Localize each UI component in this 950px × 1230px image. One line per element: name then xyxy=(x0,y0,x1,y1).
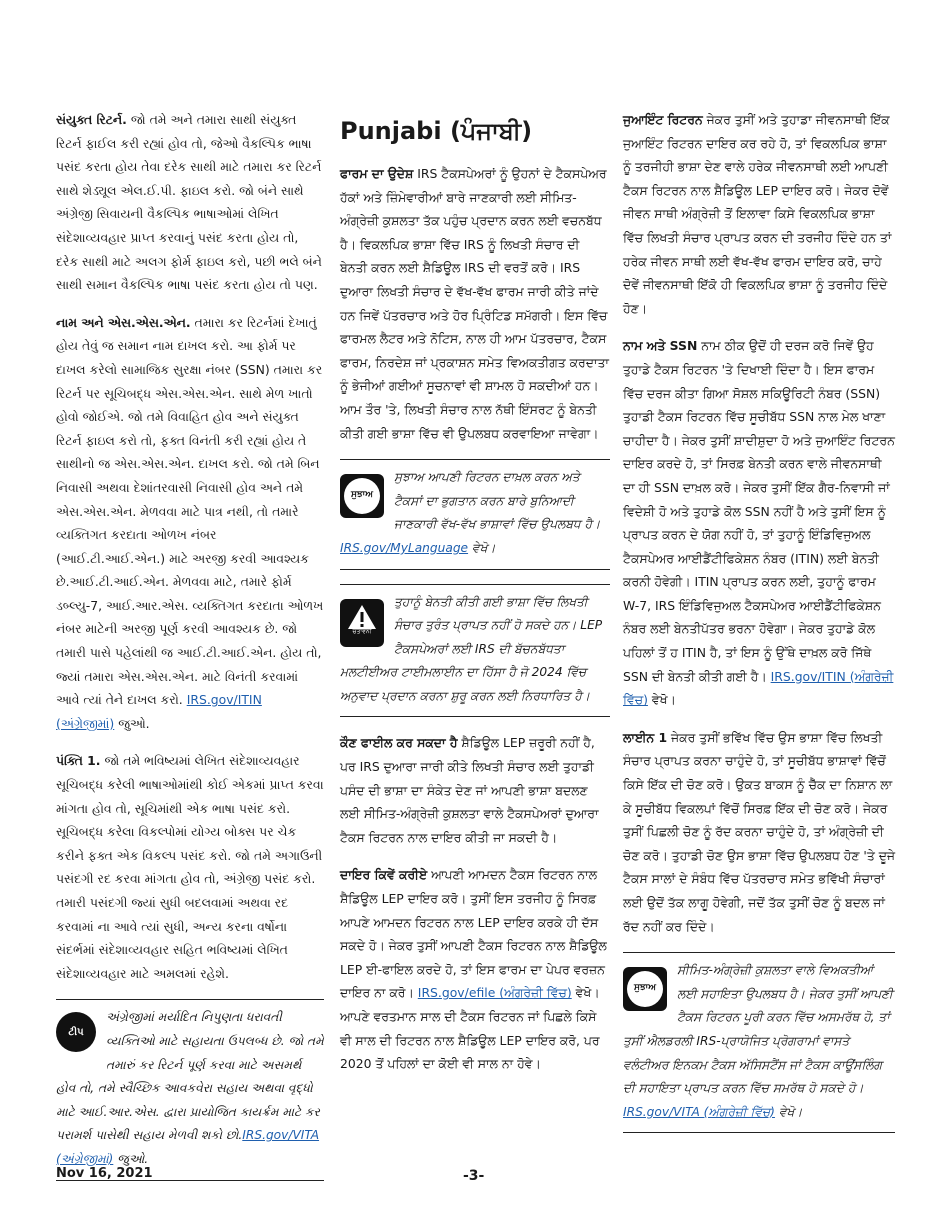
how-to-file-text: ਆਪਣੀ ਆਮਦਨ ਟੈਕਸ ਰਿਟਰਨ ਨਾਲ ਸ਼ੈਡਿਊਲ LEP ਦਾਇਰ ਕਰੋ। ਤੁਸੀਂ ਇਸ ਤਰਜੀਹ ਨੂੰ ਸਿਰਫ਼ ਆਪਣੇ ਆਮਦਨ ਰਿਟਰਨ ਨਾਲ LEP ਦਾਇਰ ਕਰਕੇ ਹੀ ਦੱਸ ਸਕਦੇ ਹੋ। ਜੇਕਰ ਤੁਸੀਂ ਆਪਣੀ ਟੈਕਸ ਰਿਟਰਨ ਨਾਲ ਸ਼ੈਡਿਊਲ LEP ਈ-ਫਾਇਲ ਕਰਦੇ ਹੋ, ਤਾਂ ਇਸ ਫਾਰਮ ਦਾ ਪੇਪਰ ਵਰਜ਼ਨ ਦਾਇਰ ਨਾ ਕਰੋ। xyxy=(340,867,607,1001)
purpose-paragraph xyxy=(340,162,610,445)
column-punjabi-1 xyxy=(340,108,610,1090)
page-number: -3- xyxy=(463,1168,485,1184)
tip-text: ਸੀਮਿਤ-ਅੰਗ੍ਰੇਜ਼ੀ ਕੁਸ਼ਲਤਾ ਵਾਲੇ ਵਿਅਕਤੀਆਂ ਲਈ ਸਹਾਇਤਾ ਉਪਲਬਧ ਹੈ। ਜੇਕਰ ਤੁਸੀਂ ਆਪਣੀ ਟੈਕਸ ਰਿਟਰਨ ਪੂਰੀ ਕਰਨ ਵਿੱਚ ਅਸਮਰੱਥ ਹੋ, ਤਾਂ ਤੁਸੀਂ ਐਲਡਰਲੀ IRS-ਪ੍ਰਾਯੋਜਿਤ ਪ੍ਰੋਗਰਾਮਾਂ ਵਾਸਤੇ ਵਲੰਟੀਅਰ ਇਨਕਮ ਟੈਕਸ ਅੱਸਿਸਟੈਂਸ ਜਾਂ ਟੈਕਸ ਕਾਊਂਸਲਿੰਗ ਦੀ ਸਹਾਇਤਾ ਪ੍ਰਾਪਤ ਕਰਨ ਵਿੱਚ ਸਮਰੱਥ ਹੋ ਸਕਦੇ ਹੋ। xyxy=(623,963,893,1096)
who-can-file-heading: ਕੌਣ ਫਾਈਲ ਕਰ ਸਕਦਾ ਹੈ xyxy=(340,735,458,751)
warning-icon-label: ਚੇਤਾਵਨੀ xyxy=(352,627,372,635)
tip-icon-label: ਸੁਝਾਅ xyxy=(627,971,663,1007)
name-ssn-heading: નામ અને એસ.એસ.એન. xyxy=(56,314,191,330)
line1-text: જો તમે ભવિષ્યમાં લેખિત સંદેશાવ્યવહાર સૂચિબદ્ધ કરેલી ભાષાઓમાંથી કોઈ એકમાં પ્રાપ્ત કરવા માંગતા હોવ તો, સૂચિમાંથી એક ભાષા પસંદ કરો. સૂચિબદ્ધ કરેલા વિકલ્પોમાં યોગ્ય બોક્સ પર ચેક કરીને ફક્ત એક વિકલ્પ પસંદ કરો. જો તમે અગાઉની પસંદગી રદ કરવા માંગતા હોવ તો, અંગ્રેજી પસંદ કરો. તમારી પસંદગી જ્યાં સુધી બદલવામાં અથવા રદ કરવામાં ના આવે ત્યાં સુધી, અન્ય કરના વર્ષોના સંદર્ભમાં સંદેશાવ્યવહાર સહિત ભવિષ્યમાં લેખિત સંદેશાવ્યવહાર માટે અમલમાં રહેશે. xyxy=(56,753,324,981)
line1-text: ਜੇਕਰ ਤੁਸੀਂ ਭਵਿੱਖ ਵਿੱਚ ਉਸ ਭਾਸ਼ਾ ਵਿੱਚ ਲਿਖਤੀ ਸੰਚਾਰ ਪ੍ਰਾਪਤ ਕਰਨਾ ਚਾਹੁੰਦੇ ਹੋ, ਤਾਂ ਸੂਚੀਬੱਧ ਭਾਸ਼ਾਵਾਂ ਵਿੱਚੋਂ ਕਿਸੇ ਇੱਕ ਦੀ ਚੋਣ ਕਰੋ। ਉਕਤ ਬਾਕਸ ਨੂੰ ਚੈੱਕ ਦਾ ਨਿਸ਼ਾਨ ਲਾ ਕੇ ਸੂਚੀਬੱਧ ਵਿਕਲਪਾਂ ਵਿੱਚੋਂ ਸਿਰਫ਼ ਇੱਕ ਦੀ ਚੋਣ ਕਰੋ। ਜੇਕਰ ਤੁਸੀਂ ਪਿਛਲੀ ਚੋਣ ਨੂੰ ਰੱਦ ਕਰਨਾ ਚਾਹੁੰਦੇ ਹੋ, ਤਾਂ ਅੰਗ੍ਰੇਜ਼ੀ ਦੀ ਚੋਣ ਕਰੋ। ਤੁਹਾਡੀ ਚੋਣ ਉਸ ਭਾਸ਼ਾ ਵਿੱਚ ਉਪਲਬਧ ਹੋਣ 'ਤੇ ਦੂਜੇ ਟੈਕਸ ਸਾਲਾਂ ਦੇ ਸੰਬੰਧ ਵਿੱਚ ਪੱਤਰਚਾਰ ਸਮੇਤ ਭਵਿੱਖੀ ਸੰਚਾਰਾਂ ਲਈ ਉਦੋਂ ਤੱਕ ਲਾਗੂ ਹੋਵੇਗੀ, ਜਦੋਂ ਤੱਕ ਤੁਸੀਂ ਚੋਣ ਨੂੰ ਬਦਲ ਜਾਂ ਰੱਦ ਨਹੀਂ ਕਰ ਦਿੰਦੇ। xyxy=(623,729,895,934)
joint-return-heading: ਜੁਆਇੰਟ ਰਿਟਰਨ xyxy=(623,112,703,127)
link-suffix: ਵੇਖੋ। xyxy=(774,1104,803,1119)
column-gujarati xyxy=(56,108,324,1195)
line1-heading: ਲਾਈਨ 1 xyxy=(623,729,668,745)
vita-link[interactable]: IRS.gov/VITA (અંગ્રેજીમાં) xyxy=(56,1128,320,1166)
efile-link[interactable]: IRS.gov/efile (ਅੰਗਰੇਜ਼ੀ ਵਿੱਚ) xyxy=(417,985,572,1001)
purpose-text: IRS ਟੈਕਸਪੇਅਰਾਂ ਨੂੰ ਉਹਨਾਂ ਦੇ ਟੈਕਸਪੇਅਰ ਹੱਕਾਂ ਅਤੇ ਜ਼ਿੰਮੇਵਾਰੀਆਂ ਬਾਰੇ ਜਾਣਕਾਰੀ ਲਈ ਸੀਮਿਤ-ਅੰਗ੍ਰੇਜ਼ੀ ਕੁਸ਼ਲਤਾ ਤੱਕ ਪਹੁੰਚ ਪ੍ਰਦਾਨ ਕਰਨ ਲਈ ਵਚਨਬੱਧ ਹੈ। ਵਿਕਲਪਿਕ ਭਾਸ਼ਾ ਵਿੱਚ IRS ਨੂੰ ਲਿਖਤੀ ਸੰਚਾਰ ਦੀ ਬੇਨਤੀ ਕਰਨ ਲਈ ਸ਼ੈਡਿਊਲ IRS ਦੀ ਵਰਤੋਂ ਕਰੋ। IRS ਦੁਆਰਾ ਲਿਖਤੀ ਸੰਚਾਰ ਦੇ ਵੱਖ-ਵੱਖ ਫਾਰਮ ਜਾਰੀ ਕੀਤੇ ਜਾਂਦੇ ਹਨ ਜਿਵੇਂ ਪੱਤਰਚਾਰ ਅਤੇ ਹੋਰ ਪ੍ਰਿੰਟਿਡ ਸਮੱਗਰੀ। ਇਸ ਵਿੱਚ ਫਾਰਮਲ ਲੈਟਰ ਅਤੇ ਨੋਟਿਸ, ਨਾਲ ਹੀ ਆਮ ਪੱਤਰਚਾਰ, ਟੈਕਸ ਫਾਰਮ, ਨਿਰਦੇਸ਼ ਜਾਂ ਪ੍ਰਕਾਸ਼ਨ ਸਮੇਤ ਵਿਅਕਤੀਗਤ ਕਰਦਾਤਾ ਨੂੰ ਭੇਜੀਆਂ ਗਈਆਂ ਸੂਚਨਾਵਾਂ ਵੀ ਸ਼ਾਮਲ ਹੋ ਸਕਦੀਆਂ ਹਨ। ਆਮ ਤੌਰ 'ਤੇ, ਲਿਖਤੀ ਸੰਚਾਰ ਨਾਲ ਨੱਥੀ ਇੰਸਰਟ ਨੂੰ ਬੇਨਤੀ ਕੀਤੀ ਗਈ ਭਾਸ਼ਾ ਵਿੱਚ ਵੀ ਉਪਲਬਧ ਕਰਵਾਇਆ ਜਾਵੇਗਾ। xyxy=(340,166,609,441)
name-ssn-paragraph xyxy=(56,311,324,736)
itin-link[interactable]: IRS.gov/ITIN (ਅੰਗਰੇਜ਼ੀ ਵਿੱਚ) xyxy=(623,668,894,708)
name-ssn-paragraph xyxy=(623,334,895,712)
joint-return-paragraph xyxy=(623,108,895,320)
footer-date: Nov 16, 2021 xyxy=(56,1166,153,1181)
how-to-file-heading: ਦਾਇਰ ਕਿਵੇਂ ਕਰੀਏ xyxy=(340,867,428,883)
tip-text: અંગ્રેજીમાં મર્યાદિત નિપુણતા ધરાવતી વ્યક્તિઓ માટે સહાયતા ઉપલબ્ધ છે. જો તમે તમારું કર રિટર્ન પૂર્ણ કરવા માટે અસમર્થ હોવ તો, તમે સ્વૈચ્છિક આવકવેરા સહાય અથવા વૃદ્ધો માટે આઈ.આર.એસ. દ્વારા પ્રાયોજિત કાયર્ક્રમ માટે કર પરામર્શ પાસેથી સહાય મેળવી શકો છો. xyxy=(56,1010,324,1143)
link-suffix: ਵੇਖੋ। xyxy=(647,692,676,708)
who-can-file-text: ਸ਼ੈਡਿਊਲ LEP ਜ਼ਰੂਰੀ ਨਹੀਂ ਹੈ, ਪਰ IRS ਦੁਆਰਾ ਜਾਰੀ ਕੀਤੇ ਲਿਖਤੀ ਸੰਚਾਰ ਲਈ ਤੁਹਾਡੀ ਪਸੰਦ ਦੀ ਭਾਸ਼ਾ ਦਾ ਸੰਕੇਤ ਦੇਣ ਜਾਂ ਆਪਣੀ ਭਾਸ਼ਾ ਬਦਲਣ ਲਈ ਸੀਮਿਤ-ਅੰਗ੍ਰੇਜ਼ੀ ਕੁਸ਼ਲਤਾ ਵਾਲੇ ਟੈਕਸਪੇਅਰਾਂ ਦੁਆਰਾ ਟੈਕਸ ਰਿਟਰਨ ਨਾਲ ਦਾਇਰ ਕੀਤੀ ਜਾ ਸਕਦੀ ਹੈ। xyxy=(340,735,599,845)
link-suffix: જુઓ. xyxy=(114,715,150,731)
warning-icon xyxy=(340,599,384,647)
name-ssn-heading: ਨਾਮ ਅਤੇ SSN xyxy=(623,338,698,354)
caution-box xyxy=(340,584,610,718)
tip-text: ਸੁਝਾਅ ਆਪਣੀ ਰਿਟਰਨ ਦਾਖ਼ਲ ਕਰਨ ਅਤੇ ਟੈਕਸਾਂ ਦਾ ਭੁਗਤਾਨ ਕਰਨ ਬਾਰੇ ਬੁਨਿਆਦੀ ਜਾਣਕਾਰੀ ਵੱਖ-ਵੱਖ ਭਾਸ਼ਾਵਾਂ ਵਿੱਚ ਉਪਲਬਧ ਹੈ। xyxy=(394,470,601,532)
link-suffix: જુઓ. xyxy=(113,1151,149,1166)
tip-icon-label: ਸੁਝਾਅ xyxy=(344,478,380,514)
tip-box xyxy=(623,952,895,1133)
name-ssn-text: તમારા કર રિટર્નમાં દેખાતું હોય તેવું જ સમાન નામ દાખલ કરો. આ ફોર્મ પર દાખલ કરેલો સામાજિક સુરક્ષા નંબર (SSN) તમારા કર રિટર્ન પર સૂચિબદ્ધ એસ.એસ.એન. સાથે મેળ ખાતો હોવો જોઈએ. જો તમે વિવાહિત હોવ અને સંયુક્ત રિટર્ન ફાઇલ કરો તો, ફક્ત વિનંતી કરી રહ્યાં હોય તે સાથીનો જ એસ.એસ.એન. દાખલ કરો. જો તમે બિન નિવાસી અથવા દેશાંતરવાસી નિવાસી હોવ અને તમે એસ.એસ.એન. મેળવવા માટે પાત્ર નથી, તો તમારે વ્યક્તિગત કરદાતા ઓળખ નંબર (આઈ.ટી.આઈ.એન.) માટે અરજી કરવી આવશ્યક છે.આઈ.ટી.આઈ.એન. મેળવવા માટે, તમારે ફોર્મ ડબ્લ્યુ-7, આઈ.આર.એસ. વ્યક્તિગત કરદાતા ઓળખ નંબર માટેની અરજી પૂર્ણ કરવી આવશ્યક છે. જો તમારી પાસે પહેલાંથી જ આઈ.ટી.આઈ.એન. હોય તો, જ્યાં તમારા એસ.એસ.એન. માટે વિનંતી કરવામાં આવે ત્યાં તેને દાખલ કરો. xyxy=(56,314,324,708)
vita-link[interactable]: IRS.gov/VITA (ਅੰਗਰੇਜ਼ੀ ਵਿੱਚ) xyxy=(623,1104,775,1119)
tip-box xyxy=(340,459,610,569)
joint-return-heading: સંયુક્ત રિટર્ન. xyxy=(56,112,127,127)
who-can-file-paragraph xyxy=(340,731,610,849)
column-punjabi-2 xyxy=(623,108,895,1147)
how-to-file-paragraph xyxy=(340,863,610,1075)
mylanguage-link[interactable]: IRS.gov/MyLanguage xyxy=(340,540,469,555)
section-title: Punjabi (ਪੰਜਾਬੀ) xyxy=(340,117,533,145)
line1-paragraph xyxy=(56,749,324,985)
name-ssn-text: ਨਾਮ ਠੀਕ ਉਦੋਂ ਹੀ ਦਰਜ ਕਰੋ ਜਿਵੇਂ ਉਹ ਤੁਹਾਡੇ ਟੈਕਸ ਰਿਟਰਨ 'ਤੇ ਦਿਖਾਈ ਦਿੰਦਾ ਹੈ। ਇਸ ਫਾਰਮ ਵਿੱਚ ਦਰਜ ਕੀਤਾ ਗਿਆ ਸੋਸ਼ਲ ਸਕਿਊਰਿਟੀ ਨੰਬਰ (SSN) ਤੁਹਾਡੀ ਟੈਕਸ ਰਿਟਰਨ ਵਿੱਚ ਸੂਚੀਬੱਧ SSN ਨਾਲ ਮੇਲ ਖਾਣਾ ਚਾਹੀਦਾ ਹੈ। ਜੇਕਰ ਤੁਸੀਂ ਸ਼ਾਦੀਸ਼ੁਦਾ ਹੋ ਅਤੇ ਜੁਆਇੰਟ ਰਿਟਰਨ ਦਾਇਰ ਕਰਦੇ ਹੋ, ਤਾਂ ਸਿਰਫ਼ ਬੇਨਤੀ ਕਰਨ ਵਾਲੇ ਜੀਵਨਸਾਥੀ ਦਾ ਹੀ SSN ਦਾਖ਼ਲ ਕਰੋ। ਜੇਕਰ ਤੁਸੀਂ ਇੱਕ ਗੈਰ-ਨਿਵਾਸੀ ਜਾਂ ਵਿਦੇਸ਼ੀ ਹੋ ਅਤੇ ਤੁਹਾਡੇ ਕੋਲ SSN ਨਹੀਂ ਹੈ ਅਤੇ ਤੁਸੀਂ ਇਸ ਨੂੰ ਪ੍ਰਾਪਤ ਕਰਨ ਦੇ ਯੋਗ ਨਹੀਂ ਹੋ, ਤਾਂ ਤੁਹਾਨੂੰ ਇੰਡਿਵਿਜੁਅਲ ਟੈਕਸਪੇਅਰ ਆਈਡੈਂਟੀਫਿਕੇਸ਼ਨ ਨੰਬਰ (ITIN) ਲਈ ਬੇਨਤੀ ਕਰਨੀ ਹੋਵੇਗੀ। ITIN ਪ੍ਰਾਪਤ ਕਰਨ ਲਈ, ਤੁਹਾਨੂੰ ਫਾਰਮ W-7, IRS ਇੰਡਿਵਿਜੁਅਲ ਟੈਕਸਪੇਅਰ ਆਈਡੈਂਟੀਫਿਕੇਸ਼ਨ ਨੰਬਰ ਲਈ ਬੇਨਤੀਪੱਤਰ ਭਰਨਾ ਹੋਵੇਗਾ। ਜੇਕਰ ਤੁਹਾਡੇ ਕੋਲ ਪਹਿਲਾਂ ਤੋਂ ਹ ITIN ਹੈ, ਤਾਂ ਇਸ ਨੂੰ ਉੱਥੇ ਦਾਖ਼ਲ ਕਰੋ ਜਿੱਥੇ SSN ਦੀ ਬੇਨਤੀ ਕੀਤੀ ਗਈ ਹੈ। xyxy=(623,338,895,684)
itin-link[interactable]: IRS.gov/ITIN (અંગ્રેજીમાં) xyxy=(56,692,262,731)
link-suffix: ਵੇਖੋ। xyxy=(468,540,496,555)
tip-icon xyxy=(340,474,384,518)
tip-box xyxy=(56,999,324,1180)
tip-icon xyxy=(623,967,667,1011)
purpose-heading: ਫਾਰਮ ਦਾ ਉਦੇਸ਼ xyxy=(340,166,414,181)
joint-return-paragraph xyxy=(56,108,324,297)
caution-text: ਤੁਹਾਨੂੰ ਬੇਨਤੀ ਕੀਤੀ ਗਈ ਭਾਸ਼ਾ ਵਿੱਚ ਲਿਖਤੀ ਸੰਚਾਰ ਤੁਰੰਤ ਪ੍ਰਾਪਤ ਨਹੀਂ ਹੋ ਸਕਦੇ ਹਨ। LEP ਟੈਕਸਪੇਅਰਾਂ ਲਈ IRS ਦੀ ਬੱਚਨਬੱਧਤਾ ਮਲਟੀਈਅਰ ਟਾਈਮਲਾਈਨ ਦਾ ਹਿੱਸਾ ਹੈ ਜੋ 2024 ਵਿੱਚ ਅਨੁਵਾਦ ਪ੍ਰਦਾਨ ਕਰਨਾ ਸ਼ੁਰੂ ਕਰਨ ਲਈ ਨਿਰਧਾਰਿਤ ਹੈ। xyxy=(340,594,603,703)
line1-paragraph xyxy=(623,726,895,938)
joint-return-text: ਜੇਕਰ ਤੁਸੀਂ ਅਤੇ ਤੁਹਾਡਾ ਜੀਵਨਸਾਥੀ ਇੱਕ ਜੁਆਇੰਟ ਰਿਟਰਨ ਦਾਇਰ ਕਰ ਰਹੇ ਹੋ, ਤਾਂ ਵਿਕਲਪਿਕ ਭਾਸ਼ਾ ਨੂੰ ਤਰਜੀਹੀ ਭਾਸ਼ਾ ਦੇਣ ਵਾਲੇ ਹਰੇਕ ਜੀਵਨਸਾਥੀ ਲਈ ਆਪਣੀ ਟੈਕਸ ਰਿਟਰਨ ਨਾਲ ਸ਼ੈਡਿਊਲ LEP ਦਾਇਰ ਕਰੋ। ਜੇਕਰ ਦੋਵੇਂ ਜੀਵਨ ਸਾਥੀ ਅੰਗ੍ਰੇਜ਼ੀ ਤੋਂ ਇਲਾਵਾ ਕਿਸੇ ਵਿਕਲਪਿਕ ਭਾਸ਼ਾ ਵਿੱਚ ਲਿਖਤੀ ਸੰਚਾਰ ਪ੍ਰਾਪਤ ਕਰਨ ਦੀ ਤਰਜੀਹ ਦਿੰਦੇ ਹਨ ਤਾਂ ਹਰੇਕ ਜੀਵਨ ਸਾਥੀ ਲਈ ਵੱਖ-ਵੱਖ ਫਾਰਮ ਦਾਇਰ ਕਰੋ, ਚਾਹੇ ਦੋਵੇਂ ਜੀਵਨਸਾਥੀ ਇੱਕੋ ਹੀ ਵਿਕਲਪਿਕ ਭਾਸ਼ਾ ਨੂੰ ਤਰਜੀਹ ਦਿੰਦੇ ਹੋਣ। xyxy=(623,112,892,316)
joint-return-text: જો તમે અને તમારા સાથી સંયુક્ત રિટર્ન ફાઈલ કરી રહ્યાં હોવ તો, જેઓ વૈકલ્પિક ભાષા પસંદ કરતા હોય તેવા દરેક સાથી માટે તમારા કર રિટર્ન સાથે શેડ્યૂલ એલ.ઈ.પી. ફાઇલ કરો. જો બંને સાથે અંગ્રેજી સિવાયની વૈકલ્પિક ભાષાઓમાં લેખિત સંદેશાવ્યવહાર પ્રાપ્ત કરવાનું પસંદ કરતા હોય તો, દરેક સાથી માટે અલગ ફોર્મ ફાઇલ કરો, પછી ભલે બંને સાથી સમાન વૈકલ્પિક ભાષા પસંદ કરતા હોય તો પણ. xyxy=(56,112,322,293)
how-to-file-tail: ਵੇਖੋ। ਆਪਣੇ ਵਰਤਮਾਨ ਸਾਲ ਦੀ ਟੈਕਸ ਰਿਟਰਨ ਜਾਂ ਪਿਛਲੇ ਕਿਸੇ ਵੀ ਸਾਲ ਦੀ ਰਿਟਰਨ ਨਾਲ ਸ਼ੈਡਿਊਲ LEP ਦਾਇਰ ਕਰੋ, ਪਰ 2020 ਤੋਂ ਪਹਿਲਾਂ ਦਾ ਕੋਈ ਵੀ ਸਾਲ ਨਾ ਹੋਵੇ। xyxy=(340,985,600,1072)
tip-icon: ટીપ xyxy=(56,1012,96,1052)
line1-heading: પંક્તિ 1. xyxy=(56,753,101,769)
